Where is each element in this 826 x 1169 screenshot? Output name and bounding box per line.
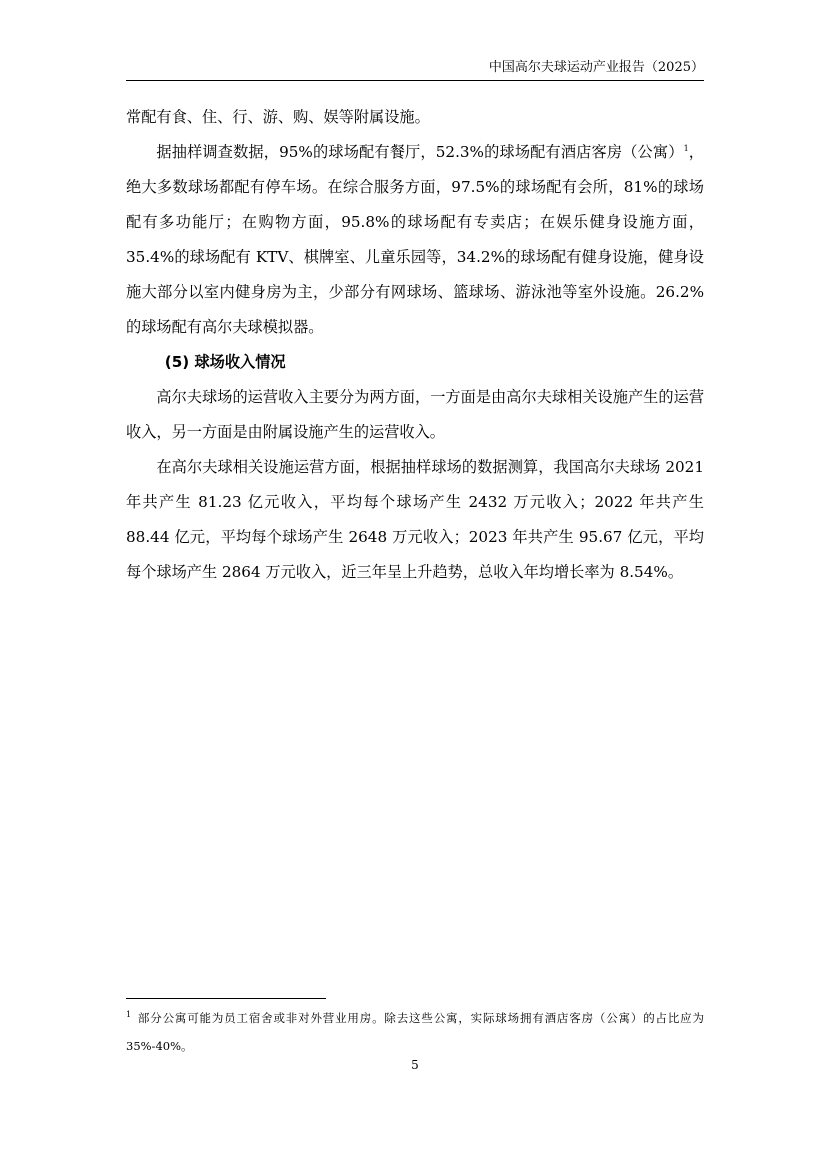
paragraph-facilities-part2: ，绝大多数球场都配有停车场。在综合服务方面，97.5%的球场配有会所，81%的球场配有多功能厅；在购物方面，95.8%的球场配有专卖店；在娱乐健身设施方面，35.4%的球场配有 KTV、棋牌室、儿童乐园等，34.2%的球场配有健身设施，健身设施大部分以室内健身房为主，少部分有网球场、篮球场、游泳池等室外设施。26.2%的球场配有高尔夫球模拟器。 xyxy=(126,143,704,336)
footnote-marker: 1 xyxy=(126,1010,132,1020)
footnote xyxy=(126,1004,704,1060)
page-number: 5 xyxy=(411,1058,419,1072)
paragraph-facilities xyxy=(126,135,704,345)
paragraph-continuation: 常配有食、住、行、游、购、娱等附属设施。 xyxy=(126,108,430,126)
footnote-text: 部分公寓可能为员工宿舍或非对外营业用房。除去这些公寓，实际球场拥有酒店客房（公寓）的占比应为 35%-40%。 xyxy=(126,1011,704,1053)
footnote-reference: 1 xyxy=(683,143,689,153)
header-rule xyxy=(126,80,704,81)
main-body xyxy=(126,100,704,590)
footnote-rule xyxy=(126,998,326,999)
section-heading: (5) 球场收入情况 xyxy=(164,353,286,371)
paragraph-revenue-intro: 高尔夫球场的运营收入主要分为两方面，一方面是由高尔夫球相关设施产生的运营收入，另一方面是由附属设施产生的运营收入。 xyxy=(126,388,704,441)
running-header: 中国高尔夫球运动产业报告（2025） xyxy=(488,60,704,75)
paragraph-facilities-part1: 据抽样调查数据，95%的球场配有餐厅，52.3%的球场配有酒店客房（公寓） xyxy=(156,143,684,161)
paragraph-revenue-data: 在高尔夫球相关设施运营方面，根据抽样球场的数据测算，我国高尔夫球场 2021 年共产生 81.23 亿元收入，平均每个球场产生 2432 万元收入；2022 年共产生 88.44 亿元，平均每个球场产生 2648 万元收入；2023 年共产生 95.67 亿元，平均每个球场产生 2864 万元收入，近三年呈上升趋势，总收入年均增长率为 8.54%。 xyxy=(126,458,704,581)
